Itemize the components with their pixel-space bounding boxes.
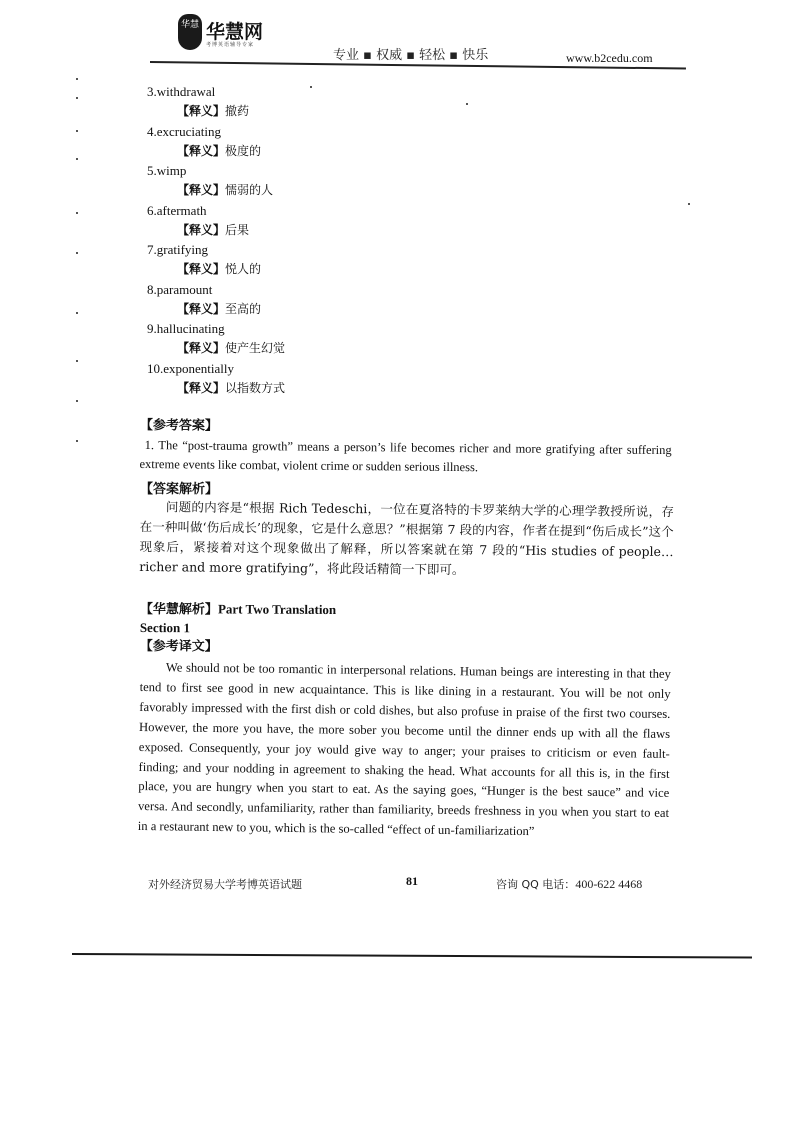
part-two-header [140, 600, 674, 658]
contact-number: 400-622 4468 [575, 877, 643, 891]
logo-badge: 华慧 [178, 14, 202, 50]
vocab-gloss [147, 221, 547, 241]
logo-tagline: 考博英语辅导专家 [206, 42, 255, 48]
footer-contact [496, 876, 642, 892]
scan-dot [76, 440, 78, 442]
page-number: 81 [406, 874, 418, 888]
vocab-word: 5.wimp [147, 163, 187, 178]
gloss-label: 【释义】 [177, 262, 226, 276]
scan-dot [76, 130, 78, 132]
section-title: Section 1 [139, 619, 191, 636]
bottom-rule [72, 953, 752, 959]
answer-analysis [139, 497, 674, 582]
gloss-label: 【释义】 [177, 380, 226, 395]
vocab-gloss [147, 379, 547, 399]
gloss-meaning: 撤药 [225, 104, 250, 118]
vocab-gloss [147, 260, 547, 280]
answer-analysis-heading-wrap [140, 478, 218, 497]
gloss-label: 【释义】 [177, 341, 226, 355]
vocab-word: 7.gratifying [147, 242, 209, 257]
vocab-gloss [147, 102, 547, 122]
vocab-gloss [147, 142, 547, 162]
scan-dot [688, 203, 690, 205]
gloss-meaning: 至高的 [225, 301, 262, 316]
reference-answer [139, 416, 672, 479]
scan-dot [310, 86, 312, 88]
vocab-word: 4.excruciating [147, 123, 221, 139]
reference-translation [138, 658, 671, 844]
scan-dot [466, 103, 468, 105]
reference-answer-text: 1. The “post-trauma growth” means a person’s life becomes richer and more gratifying after suffering extreme events like combat, violent crime or sudden serious illness. [139, 438, 672, 475]
scan-dot [76, 78, 78, 80]
footer-exam-title: 对外经济贸易大学考博英语试题 [148, 878, 302, 891]
scan-dot [76, 212, 78, 214]
contact-label: 咨询 QQ 电话： [496, 878, 576, 891]
scan-dot [76, 360, 78, 362]
scan-dot [76, 97, 78, 99]
gloss-label: 【释义】 [177, 143, 226, 158]
scan-dot [76, 400, 78, 402]
vocab-word: 8.paramount [147, 281, 213, 297]
part-two-label: 【华慧解析】 [139, 602, 219, 618]
gloss-meaning: 后果 [225, 222, 250, 237]
gloss-label: 【释义】 [177, 222, 226, 237]
part-two-title [140, 600, 674, 622]
gloss-meaning: 以指数方式 [225, 380, 286, 395]
answer-analysis-heading: 【答案解析】 [140, 482, 219, 497]
gloss-meaning: 极度的 [225, 143, 262, 158]
scan-dot [76, 158, 78, 160]
vocab-gloss [147, 339, 547, 359]
gloss-label: 【释义】 [177, 183, 226, 197]
reference-answer-heading: 【参考答案】 [139, 417, 218, 434]
vocab-word: 3.withdrawal [147, 84, 216, 99]
ref-translation-heading: 【参考译文】 [139, 637, 218, 654]
vocab-gloss [147, 300, 547, 320]
gloss-meaning: 懦弱的人 [225, 183, 274, 197]
gloss-meaning: 悦人的 [225, 262, 262, 276]
scan-dot [76, 312, 78, 314]
vocab-word: 10.exponentially [147, 360, 235, 376]
vocab-word: 9.hallucinating [147, 321, 225, 336]
header-slogan: 专业 ▪ 权威 ▪ 轻松 ▪ 快乐 [333, 48, 489, 63]
vocab-word: 6.aftermath [147, 202, 207, 218]
reference-translation-text: We should not be too romantic in interpersonal relations. Human beings are interesting in that they tend to first see good in new acquaintance. This is like dining in a restaurant. You will be not only favorably impressed with the first dish or cold dishes, but also profuse in praise of the first two courses. However, the more you have, the more sober you become until the dinner ends up with all the flaws exposed. Consequently, your joy would give way to anger; your praises to criticism or even fault-finding; and your nodding in agreement to shaking the head. What accounts for all this is, in the first place, you are hungry when you start to eat. As the saying goes, “Hunger is the best sauce” and vice versa. And secondly, unfamiliarity, rather than familiarity, breeds freshness in you when you start to eat in a restaurant new to you, which is the so-called “effect of un-familiarization” [137, 660, 671, 839]
gloss-meaning: 使产生幻觉 [225, 341, 286, 355]
vocab-gloss [147, 181, 547, 201]
vocab-list [147, 82, 547, 398]
gloss-label: 【释义】 [177, 104, 226, 118]
site-url: www.b2cedu.com [566, 51, 653, 65]
logo-name: 华慧网 [206, 21, 264, 43]
scan-dot [76, 252, 78, 254]
gloss-label: 【释义】 [177, 301, 226, 316]
part-two-title-text: Part Two Translation [217, 601, 337, 618]
answer-analysis-text: 问题的内容是“根据 Rich Tedeschi，一位在夏洛特的卡罗莱纳大学的心理学教授所说，存在一种叫做‘伤后成长’的现象，它是什么意思？”根据第 7 段的内容，作者在提到“伤后成长”这个现象后，紧接着对这个现象做出了解释，所以答案就在第 7 段的“His studies of people…richer and more gratifying”，将此段话精简一下即可。 [139, 499, 674, 578]
